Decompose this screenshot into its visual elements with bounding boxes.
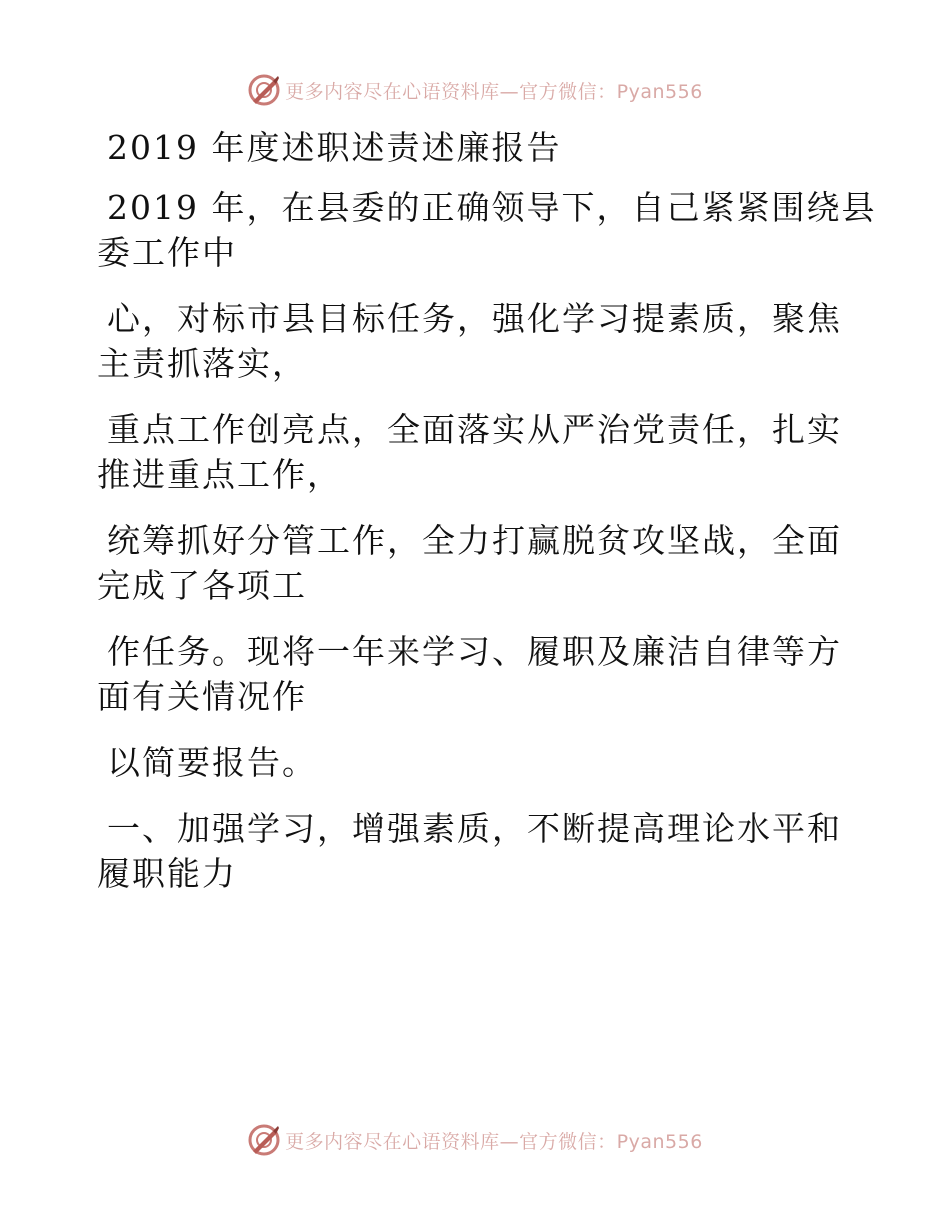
watermark-logo-icon — [247, 73, 281, 107]
paragraph-line: 一、加强学习，增强素质，不断提高理论水平和 — [107, 809, 842, 848]
watermark-header — [0, 70, 950, 110]
paragraph — [97, 518, 857, 608]
paragraph-line: 推进重点工作， — [97, 455, 342, 494]
watermark-footer — [0, 1120, 950, 1160]
paragraph — [97, 296, 857, 386]
paragraph-line: 主责抓落实， — [97, 344, 307, 383]
paragraph-line: 2019 年，在县委的正确领导下，自己紧紧围绕县 — [107, 188, 877, 227]
document-title: 2019 年度述职述责述廉报告 — [107, 128, 562, 167]
paragraph-line: 面有关情况作 — [97, 677, 307, 716]
paragraph-line: 统筹抓好分管工作，全力打赢脱贫攻坚战，全面 — [107, 521, 842, 560]
section-heading — [97, 806, 857, 896]
paragraph — [97, 185, 877, 275]
watermark-text: 更多内容尽在心语资料库—官方微信：Pyan556 — [285, 1130, 703, 1153]
paragraph-line: 心，对标市县目标任务，强化学习提素质，聚焦 — [107, 299, 842, 338]
paragraph-line: 完成了各项工 — [97, 566, 307, 605]
paragraph-line: 重点工作创亮点，全面落实从严治党责任，扎实 — [107, 410, 842, 449]
paragraph-line: 履职能力 — [97, 854, 237, 893]
paragraph — [97, 629, 857, 719]
watermark-logo-icon — [247, 1123, 281, 1157]
paragraph-line: 作任务。现将一年来学习、履职及廉洁自律等方 — [107, 632, 842, 671]
document-body — [97, 125, 877, 917]
watermark-text: 更多内容尽在心语资料库—官方微信：Pyan556 — [285, 80, 703, 103]
paragraph-line: 委工作中 — [97, 233, 237, 272]
paragraph-line: 以简要报告。 — [107, 743, 317, 782]
paragraph — [97, 407, 857, 497]
paragraph — [97, 740, 857, 785]
